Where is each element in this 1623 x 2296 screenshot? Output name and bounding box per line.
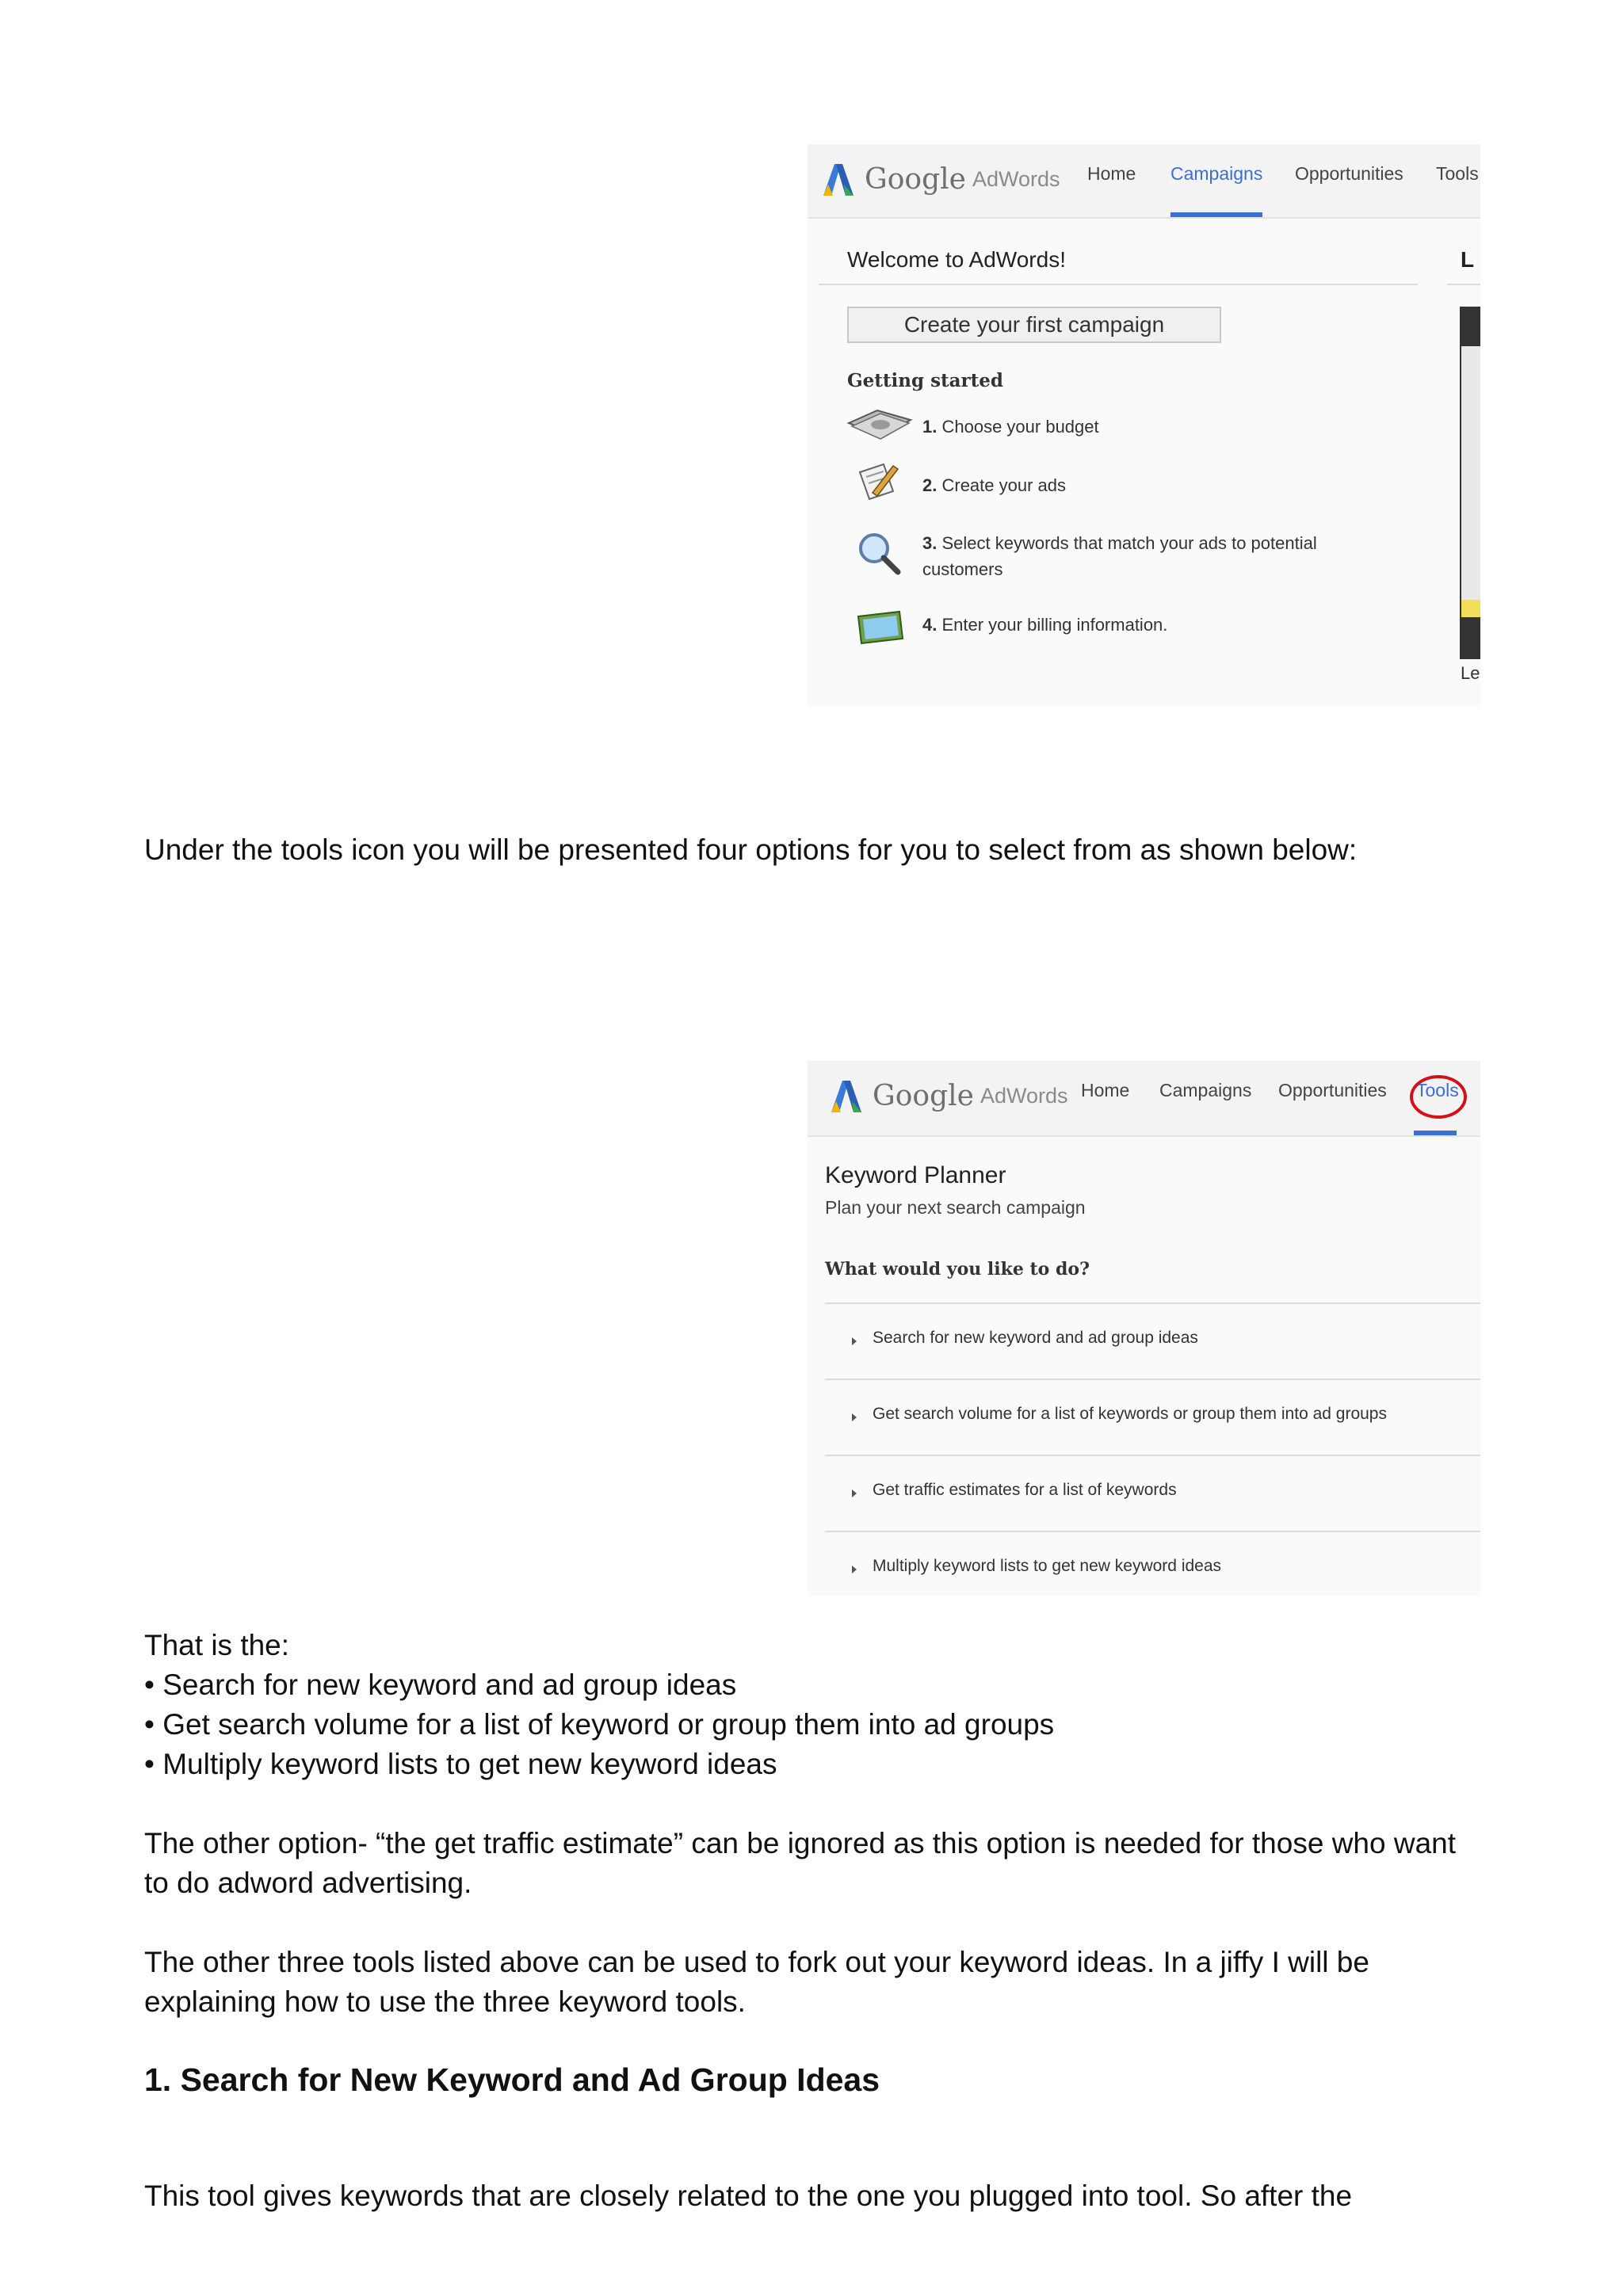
section-heading-1: 1. Search for New Keyword and Ad Group Ideas [144,2061,880,2098]
divider [819,284,1418,285]
cropped-right-footer: Le [1461,663,1480,683]
nav-active-underline [1414,1131,1457,1135]
option-search-new-keyword[interactable] [825,1302,1480,1379]
step-4 [922,612,1167,638]
nav-home[interactable]: Home [1081,1080,1130,1100]
keyword-planner-subtitle: Plan your next search campaign [825,1197,1086,1218]
keyword-planner-screenshot [808,1061,1480,1596]
billing-card-icon [855,608,906,645]
adwords-topbar [808,144,1480,219]
nav-campaigns[interactable]: Campaigns [1170,163,1263,184]
option-get-search-volume[interactable] [825,1379,1480,1455]
step-1-text: Choose your budget [941,417,1099,437]
nav-opportunities[interactable]: Opportunities [1295,163,1403,184]
magnifier-icon [857,531,903,577]
bullet-multiply-keyword-lists: • Multiply keyword lists to get new keyword ideas [144,1748,777,1780]
nav-tools[interactable]: Tools [1416,1080,1459,1100]
logo-google-text: Google [865,162,966,196]
nav-campaigns[interactable]: Campaigns [1159,1080,1252,1100]
right-divider [1447,284,1480,285]
paragraph-three-tools: The other three tools listed above can be used to fork out your keyword ideas. In a jiffy I will be explaining how to use the three keyword tools. [144,1946,1369,2018]
option-label: Get traffic estimates for a list of keywords [873,1481,1177,1499]
nav-tools[interactable]: Tools [1436,163,1479,184]
nav-home[interactable]: Home [1087,163,1136,184]
option-multiply-keyword-lists[interactable] [825,1531,1480,1596]
paragraph-tool-gives: This tool gives keywords that are closely related to the one you plugged into tool. So after the [144,2180,1353,2212]
logo-adwords-text: AdWords [972,166,1060,191]
adwords-topbar [808,1061,1480,1137]
expand-arrow-icon [852,1566,857,1573]
money-icon [846,406,914,442]
step-2 [922,472,1066,498]
step-4-text: Enter your billing information. [941,615,1168,635]
logo-adwords-text: AdWords [980,1083,1068,1108]
option-label: Get search volume for a list of keywords or group them into ad groups [873,1405,1387,1423]
tools-highlight-circle [1410,1075,1467,1119]
adwords-logo-icon [820,161,857,197]
step-2-text: Create your ads [941,475,1067,495]
paragraph-tools-intro: Under the tools icon you will be presented four options for you to select from as shown below: [144,833,1358,866]
step-1-number: 1. [922,417,938,437]
nav-opportunities[interactable]: Opportunities [1278,1080,1387,1100]
adwords-logo [828,1072,1068,1119]
option-traffic-estimates[interactable] [825,1455,1480,1531]
bullet-get-search-volume: • Get search volume for a list of keyword or group them into ad groups [144,1708,1055,1741]
nav-active-underline [1170,212,1262,217]
adwords-logo [820,155,1060,203]
adwords-welcome-screenshot [808,144,1480,707]
that-is-label: That is the: [144,1629,290,1661]
step-4-number: 4. [922,615,938,635]
option-label: Search for new keyword and ad group ideas [873,1329,1198,1347]
create-campaign-button[interactable]: Create your first campaign [847,307,1221,343]
step-3-number: 3. [922,533,938,553]
option-label: Multiply keyword lists to get new keyword ideas [873,1557,1222,1575]
expand-arrow-icon [852,1489,857,1497]
step-1 [922,414,1099,440]
pencil-paper-icon [857,461,899,501]
step-3 [922,530,1366,582]
keyword-planner-title: Keyword Planner [825,1162,1006,1188]
expand-arrow-icon [852,1413,857,1421]
step-3-text: Select keywords that match your ads to potential customers [922,533,1317,579]
paragraph-other-option: The other option- “the get traffic estimate” can be ignored as this option is needed for those who want to do adword advertising. [144,1827,1457,1899]
cropped-right-heading: L [1461,247,1475,272]
logo-google-text: Google [873,1079,974,1112]
getting-started-heading: Getting started [847,370,1004,391]
expand-arrow-icon [852,1337,857,1345]
what-to-do-heading: What would you like to do? [825,1259,1090,1280]
cropped-video-panel [1460,307,1480,659]
adwords-logo-icon [828,1077,865,1114]
bullet-search-new-keyword: • Search for new keyword and ad group ideas [144,1669,737,1701]
step-2-number: 2. [922,475,938,495]
welcome-heading: Welcome to AdWords! [847,247,1066,272]
